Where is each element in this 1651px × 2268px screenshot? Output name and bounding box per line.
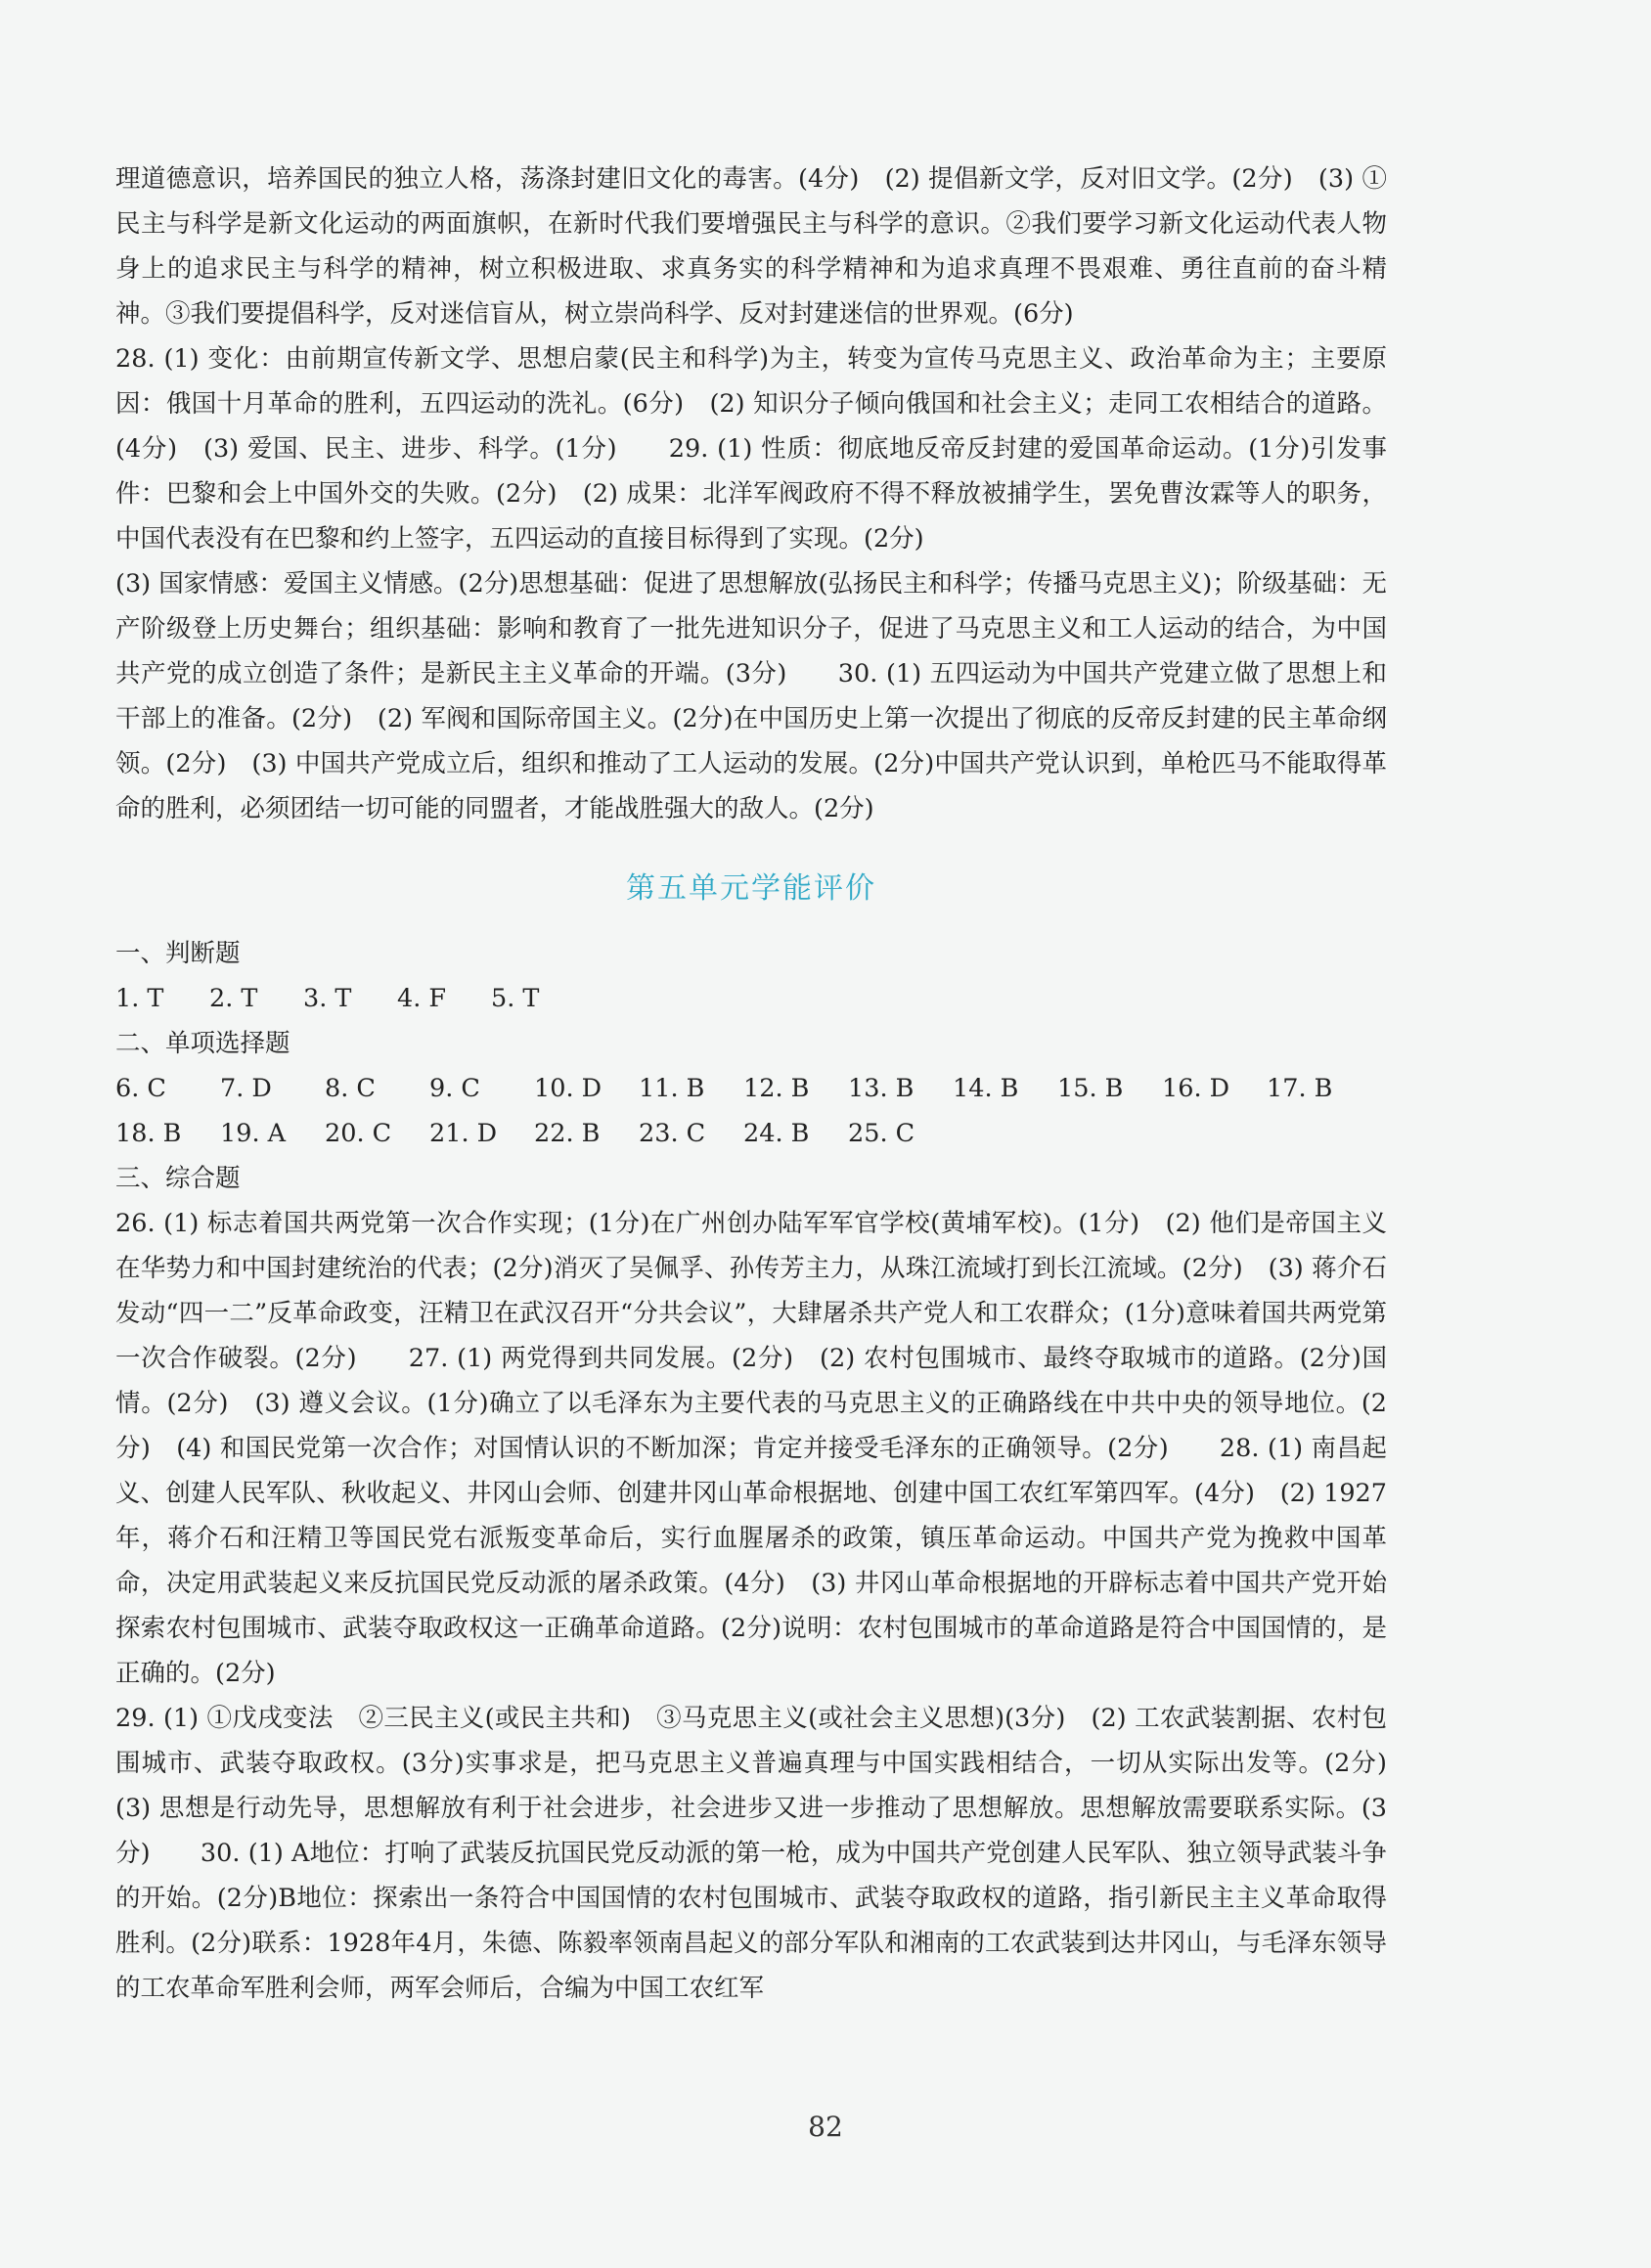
continued-paragraph-3: (3) 国家情感：爱国主义情感。(2分)思想基础：促进了思想解放(弘扬民主和科学；传播马克思主义)；阶级基础：无产阶级登上历史舞台；组织基础：影响和教育了一批先进知识分子，促进了马克思主义和工人运动的结合，为中国共产党的成立创造了条件；是新民主主义革命的开端。(3分) 30. (1) 五四运动为中国共产党建立做了思想上和干部上的准备。(2分) (2) 军阀和国际帝国主义。(2分)在中国历史上第一次提出了彻底的反帝反封建的民主革命纲领。(2分) (3) 中国共产党成立后，组织和推动了工人运动的发展。(2分)中国共产党认识到，单枪匹马不能取得革命的胜利，必须团结一切可能的同盟者，才能战胜强大的敌人。(2分): [115, 569, 1387, 823]
answer-item: 6. C: [115, 1074, 166, 1103]
answer-item: 14. B: [953, 1074, 1019, 1103]
continued-paragraph-1: 理道德意识，培养国民的独立人格，荡涤封建旧文化的毒害。(4分) (2) 提倡新文学，反对旧文学。(2分) (3) ①民主与科学是新文化运动的两面旗帜，在新时代我们要增强民主与科学的意识。②我们要学习新文化运动代表人物身上的追求民主与科学的精神，树立积极进取、求真务实的科学精神和为追求真理不畏艰难、勇往直前的奋斗精神。③我们要提倡科学，反对迷信盲从，树立崇尚科学、反对封建迷信的世界观。(6分): [115, 164, 1387, 329]
answer-item: 22. B: [534, 1119, 601, 1148]
answer-item: 2. T: [209, 984, 258, 1013]
answer-item: 16. D: [1162, 1074, 1230, 1103]
choice-answers: [115, 1066, 1387, 1156]
answer-item: 11. B: [639, 1074, 705, 1103]
answer-item: 20. C: [325, 1119, 392, 1148]
answer-item: 3. T: [303, 984, 352, 1013]
answer-item: 23. C: [639, 1119, 706, 1148]
unit-title: 第五单元学能评价: [626, 871, 876, 906]
answer-item: 19. A: [220, 1119, 287, 1148]
comprehensive-paragraph-1: 26. (1) 标志着国共两党第一次合作实现；(1分)在广州创办陆军军官学校(黄埔军校)。(1分) (2) 他们是帝国主义在华势力和中国封建统治的代表；(2分)消灭了吴佩孚、孙传芳主力，从珠江流域打到长江流域。(2分) (3) 蒋介石发动“四一二”反革命政变，汪精卫在武汉召开“分共会议”，大肆屠杀共产党人和工农群众；(1分)意味着国共两党第一次合作破裂。(2分) 27. (1) 两党得到共同发展。(2分) (2) 农村包围城市、最终夺取城市的道路。(2分)国情。(2分) (3) 遵义会议。(1分)确立了以毛泽东为主要代表的马克思主义的正确路线在中共中央的领导地位。(2分) (4) 和国民党第一次合作；对国情认识的不断加深；肯定并接受毛泽东的正确领导。(2分) 28. (1) 南昌起义、创建人民军队、秋收起义、井冈山会师、创建井冈山革命根据地、创建中国工农红军第四军。(4分) (2) 1927年，蒋介石和汪精卫等国民党右派叛变革命后，实行血腥屠杀的政策，镇压革命运动。中国共产党为挽救中国革命，决定用武装起义来反抗国民党反动派的屠杀政策。(4分) (3) 井冈山革命根据地的开辟标志着中国共产党开始探索农村包围城市、武装夺取政权这一正确革命道路。(2分)说明：农村包围城市的革命道路是符合中国国情的，是正确的。(2分): [115, 1209, 1387, 1688]
section-heading-choice: 二、单项选择题: [115, 1029, 290, 1058]
answer-item: 4. F: [397, 984, 447, 1013]
page-number: 82: [808, 2111, 843, 2143]
section-heading-judgment: 一、判断题: [115, 939, 241, 968]
section-heading-comprehensive: 三、综合题: [115, 1164, 241, 1193]
answer-item: 18. B: [115, 1119, 182, 1148]
answer-item: 25. C: [848, 1119, 915, 1148]
answer-item: 15. B: [1057, 1074, 1124, 1103]
answer-item: 8. C: [325, 1074, 376, 1103]
answer-item: 17. B: [1267, 1074, 1333, 1103]
comprehensive-paragraph-2: 29. (1) ①戊戌变法 ②三民主义(或民主共和) ③马克思主义(或社会主义思想)(3分) (2) 工农武装割据、农村包围城市、武装夺取政权。(3分)实事求是，把马克思主义普遍真理与中国实践相结合，一切从实际出发等。(2分) (3) 思想是行动先导，思想解放有利于社会进步，社会进步又进一步推动了思想解放。思想解放需要联系实际。(3分) 30. (1) A地位：打响了武装反抗国民党反动派的第一枪，成为中国共产党创建人民军队、独立领导武装斗争的开始。(2分)B地位：探索出一条符合中国国情的农村包围城市、武装夺取政权的道路，指引新民主主义革命取得胜利。(2分)联系：1928年4月，朱德、陈毅率领南昌起义的部分军队和湘南的工农武装到达井冈山，与毛泽东领导的工农革命军胜利会师，两军会师后，合编为中国工农红军: [115, 1704, 1412, 2003]
answer-item: 7. D: [220, 1074, 272, 1103]
answer-item: 5. T: [491, 984, 540, 1013]
answer-item: 10. D: [534, 1074, 602, 1103]
continued-paragraph-2: 28. (1) 变化：由前期宣传新文学、思想启蒙(民主和科学)为主，转变为宣传马克思主义、政治革命为主；主要原因：俄国十月革命的胜利，五四运动的洗礼。(6分) (2) 知识分子倾向俄国和社会主义；走同工农相结合的道路。(4分) (3) 爱国、民主、进步、科学。(1分) 29. (1) 性质：彻底地反帝反封建的爱国革命运动。(1分)引发事件：巴黎和会上中国外交的失败。(2分) (2) 成果：北洋军阀政府不得不释放被捕学生，罢免曹汝霖等人的职务，中国代表没有在巴黎和约上签字，五四运动的直接目标得到了实现。(2分): [115, 344, 1387, 554]
answer-item: 1. T: [115, 984, 164, 1013]
answer-page: [115, 156, 1412, 2011]
answer-item: 13. B: [848, 1074, 915, 1103]
judgment-answers: [115, 976, 1387, 1021]
answer-item: 12. B: [743, 1074, 810, 1103]
answer-item: 9. C: [429, 1074, 480, 1103]
answer-item: 21. D: [429, 1119, 498, 1148]
answer-item: 24. B: [743, 1119, 810, 1148]
